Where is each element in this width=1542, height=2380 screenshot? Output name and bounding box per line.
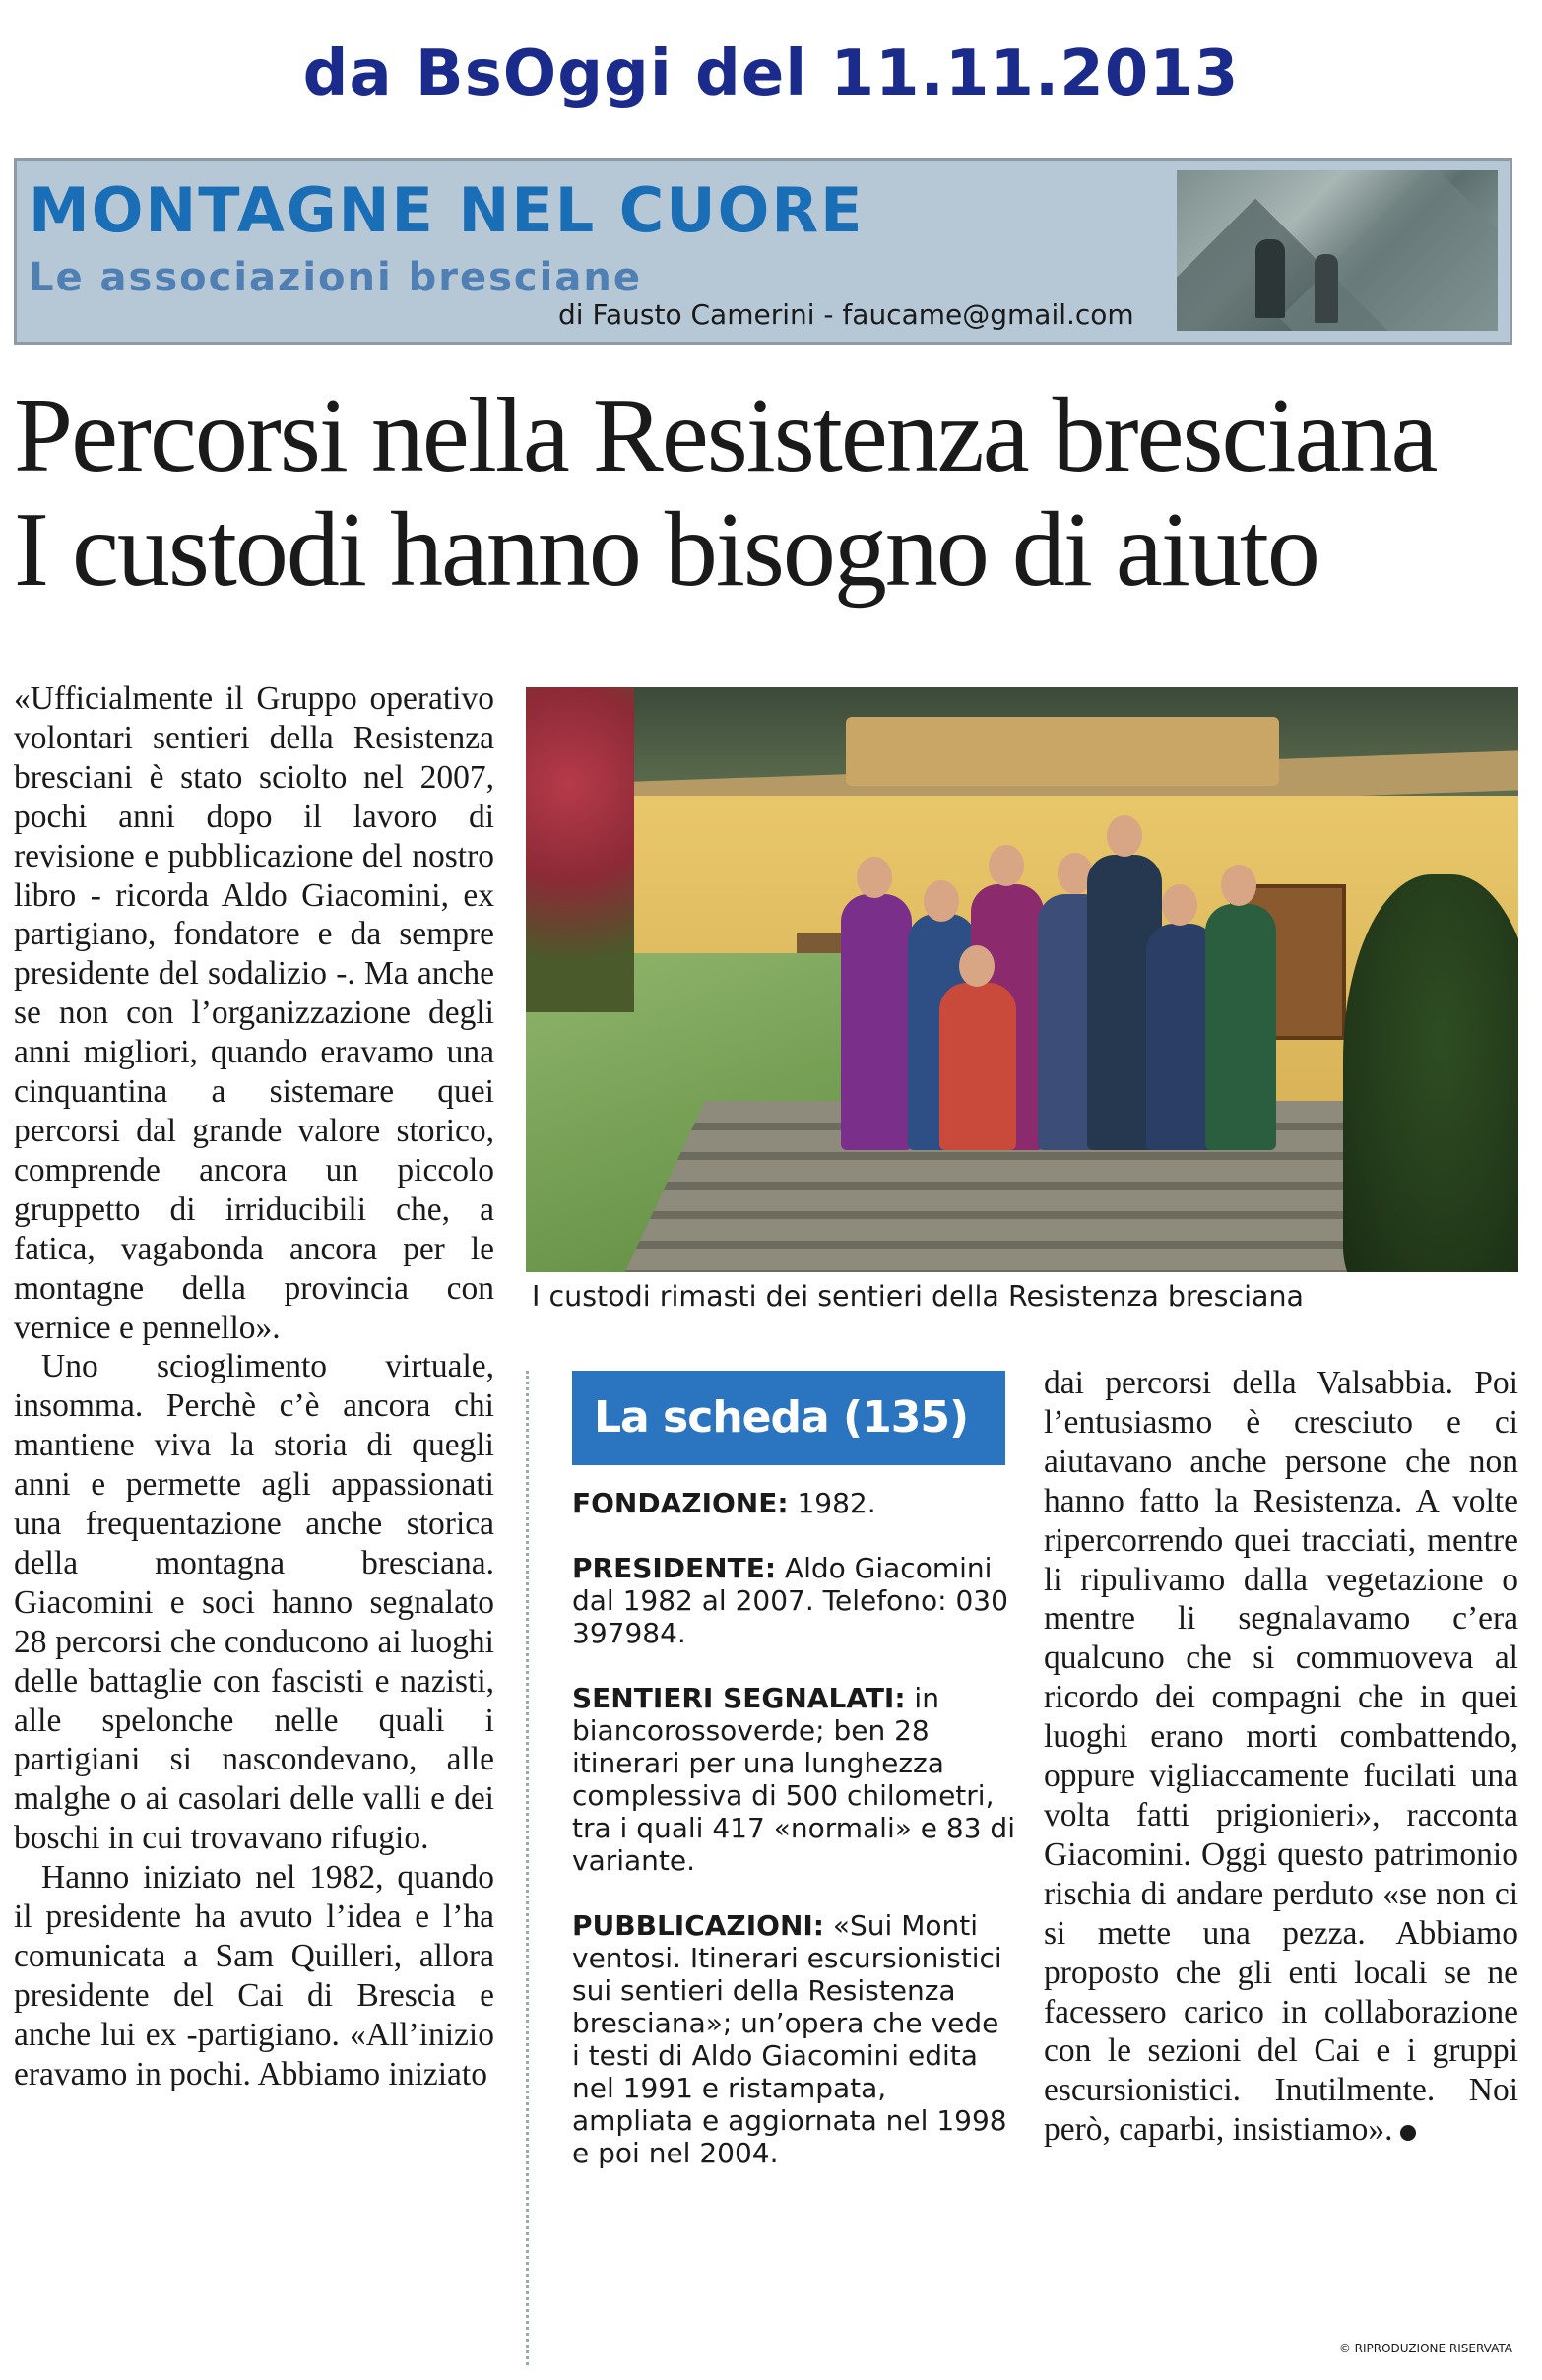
info-item-foundation bbox=[572, 1487, 1015, 1519]
article-left-column bbox=[14, 679, 494, 2094]
article-paragraph-text: dai percorsi della Valsabbia. Poi l’entusiasmo è cresciuto e ci aiutavano anche persone che non hanno fatto la Resistenza. A volte ripercorrendo quei tracciati, mentre li ripulivamo dalla vegetazione o mentre li segnalavamo c’era qualcuno che si commuoveva al ricordo dei compagni che in quei luoghi erano morti combattendo, oppure vigliaccamente fucilati una volta fatti prigionieri», racconta Giacomini. Oggi questo patrimonio rischia di andare perduto «se non ci si mette una pezza. Abbiamo proposto che gli enti locali se ne facessero carico in collaborazione con le sezioni del Cai e i gruppi escursionistici. Inutilmente. Noi però, caparbi, insistiamo». bbox=[1044, 1365, 1518, 2149]
article-paragraph: «Ufficialmente il Gruppo operativo volontari sentieri della Resistenza bresciani è stato sciolto nel 2007, pochi anni dopo il lavoro di revisione e pubblicazione del nostro libro - ricorda Aldo Giacomini, ex partigiano, fondatore e da sempre presidente del sodalizio -. Ma anche se non con l’organizzazione degli anni migliori, quando eravamo una cinquantina a sistemare quei percorsi dal grande valore storico, comprende ancora un piccolo gruppetto di irriducibili che, a fatica, vagabonda ancora per le montagne della provincia con vernice e pennello». bbox=[14, 680, 494, 1346]
source-line: da BsOggi del 11.11.2013 bbox=[302, 37, 1240, 110]
article-photo bbox=[526, 687, 1518, 1272]
info-text: Aldo Giacomini dal 1982 al 2007. Telefono: 030 397984. bbox=[572, 1552, 1008, 1649]
info-item-publications bbox=[572, 1909, 1015, 2169]
rubric-author: di Fausto Camerini - faucame@gmail.com bbox=[558, 298, 1134, 331]
article-paragraph bbox=[1044, 1364, 1518, 2150]
info-label: PRESIDENTE: bbox=[572, 1552, 777, 1584]
rubric-banner bbox=[14, 158, 1512, 345]
photo-caption: I custodi rimasti dei sentieri della Resistenza bresciana bbox=[532, 1280, 1305, 1313]
article-right-column bbox=[1044, 1364, 1518, 2150]
headline-line-1: Percorsi nella Resistenza bresciana bbox=[14, 377, 1437, 494]
rubric-title: MONTAGNE NEL CUORE bbox=[29, 174, 865, 246]
rubric-photo bbox=[1177, 170, 1498, 331]
rubric-subtitle: Le associazioni bresciane bbox=[29, 255, 642, 300]
info-box bbox=[526, 1371, 1019, 2365]
photo-sign bbox=[846, 717, 1279, 786]
headline bbox=[14, 379, 1530, 608]
copyright-notice: © RIPRODUZIONE RISERVATA bbox=[1338, 2342, 1512, 2355]
info-text: in biancorossoverde; ben 28 itinerari per una lunghezza complessiva di 500 chilometri, tra i quali 417 «normali» e 83 di variante. bbox=[572, 1682, 1015, 1877]
info-label: SENTIERI SEGNALATI: bbox=[572, 1682, 906, 1714]
info-box-title: La scheda (135) bbox=[572, 1371, 1005, 1465]
info-box-body bbox=[572, 1487, 1015, 2202]
info-label: PUBBLICAZIONI: bbox=[572, 1909, 824, 1942]
info-label: FONDAZIONE: bbox=[572, 1487, 789, 1519]
headline-line-2: I custodi hanno bisogno di aiuto bbox=[14, 491, 1318, 609]
info-item-president bbox=[572, 1552, 1015, 1649]
info-text: «Sui Monti ventosi. Itinerari escursionistici sui sentieri della Resistenza bresciana»; un’opera che vede i testi di Aldo Giacomini edita nel 1991 e ristampata, ampliata e aggiornata nel 1998 e poi nel 2004. bbox=[572, 1909, 1007, 2169]
end-of-article-bullet bbox=[1400, 2125, 1416, 2141]
info-item-trails bbox=[572, 1682, 1015, 1877]
article-paragraph: Hanno iniziato nel 1982, quando il presidente ha avuto l’idea e l’ha comunicata a Sam Quilleri, allora presidente del Cai di Brescia e anche lui ex -partigiano. «All’inizio eravamo in pochi. Abbiamo iniziato bbox=[14, 1859, 494, 2092]
article-paragraph: Uno scioglimento virtuale, insomma. Perchè c’è ancora chi mantiene viva la storia di quegli anni e permette agli appassionati una frequentazione anche storica della montagna bresciana. Giacomini e soci hanno segnalato 28 percorsi che conducono ai luoghi delle battaglie con fascisti e nazisti, alle spelonche nelle quali i partigiani si nascondevano, alle malghe o ai casolari delle valli e dei boschi in cui trovavano rifugio. bbox=[14, 1348, 494, 1857]
info-text: 1982. bbox=[788, 1487, 876, 1519]
